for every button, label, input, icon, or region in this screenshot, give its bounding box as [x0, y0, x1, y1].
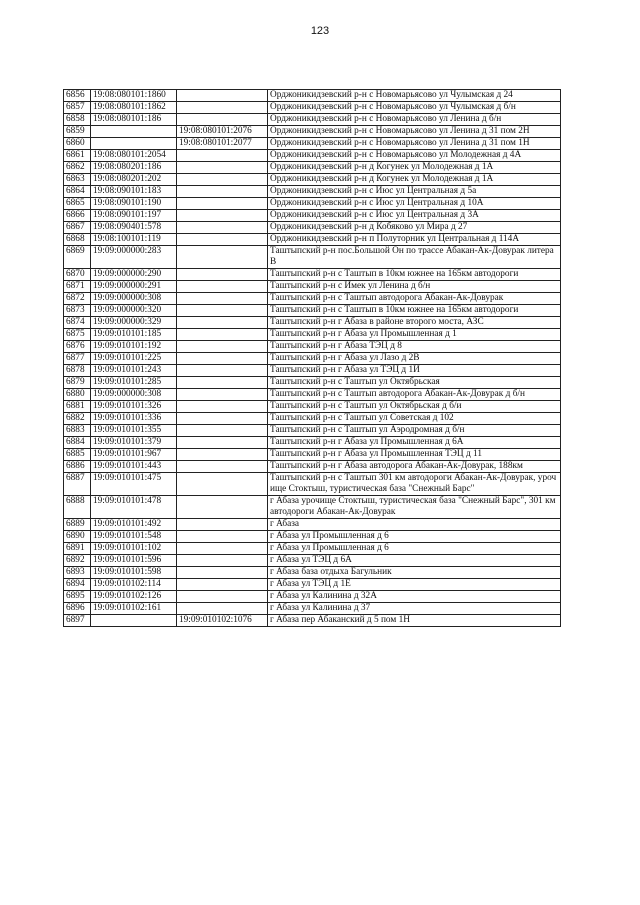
cadastral-number-cell: 19:09:010101:192: [91, 341, 177, 353]
row-number-cell: 6866: [64, 210, 91, 222]
row-number-cell: 6862: [64, 162, 91, 174]
table-row: [64, 413, 561, 425]
cadastral-number-cell: 19:09:010101:102: [91, 543, 177, 555]
cadastral-number-cell: 19:09:010101:598: [91, 567, 177, 579]
registry-body: [64, 90, 561, 627]
cadastral-number-cell: 19:09:010101:596: [91, 555, 177, 567]
row-number-cell: 6867: [64, 222, 91, 234]
address-cell: Таштыпский р-н с Таштып ул Советская д 102: [268, 413, 561, 425]
address-cell: Таштыпский р-н с Таштып в 10км южнее на 165км автодороги: [268, 269, 561, 281]
room-cadastral-number-cell: [177, 114, 268, 126]
room-cadastral-number-cell: [177, 234, 268, 246]
room-cadastral-number-cell: [177, 329, 268, 341]
room-cadastral-number-cell: [177, 186, 268, 198]
address-cell: Таштыпский р-н с Таштып в 10км южнее на 165км автодороги: [268, 305, 561, 317]
address-cell: Орджоникидзевский р-н с Новомарьясово ул Ленина д 31 пом 2Н: [268, 126, 561, 138]
cadastral-number-cell: 19:09:010101:492: [91, 519, 177, 531]
table-row: [64, 567, 561, 579]
row-number-cell: 6887: [64, 473, 91, 496]
room-cadastral-number-cell: [177, 531, 268, 543]
table-row: [64, 269, 561, 281]
cadastral-number-cell: 19:09:000000:329: [91, 317, 177, 329]
cadastral-number-cell: 19:09:010101:967: [91, 449, 177, 461]
property-registry-table: [63, 89, 561, 627]
address-cell: г Абаза ул Калинина д 37: [268, 603, 561, 615]
address-cell: Таштыпский р-н с Таштып 301 км автодороги Абакан-Ак-Довурак, урочище Стоктыш, туристическая база "Снежный Барс": [268, 473, 561, 496]
row-number-cell: 6873: [64, 305, 91, 317]
row-number-cell: 6874: [64, 317, 91, 329]
cadastral-number-cell: 19:09:000000:291: [91, 281, 177, 293]
table-row: [64, 401, 561, 413]
room-cadastral-number-cell: [177, 389, 268, 401]
room-cadastral-number-cell: [177, 90, 268, 102]
address-cell: Таштыпский р-н с Таштып ул Аэродромная д б/н: [268, 425, 561, 437]
cadastral-number-cell: 19:09:000000:283: [91, 246, 177, 269]
table-row: [64, 449, 561, 461]
table-row: [64, 473, 561, 496]
address-cell: г Абаза база отдыха Багульник: [268, 567, 561, 579]
row-number-cell: 6870: [64, 269, 91, 281]
room-cadastral-number-cell: [177, 305, 268, 317]
row-number-cell: 6859: [64, 126, 91, 138]
table-row: [64, 615, 561, 627]
row-number-cell: 6863: [64, 174, 91, 186]
address-cell: г Абаза ул Промышленная д 6: [268, 531, 561, 543]
cadastral-number-cell: 19:08:080201:186: [91, 162, 177, 174]
row-number-cell: 6885: [64, 449, 91, 461]
address-cell: Таштыпский р-н г Абаза ул Промышленная ТЭЦ д 11: [268, 449, 561, 461]
row-number-cell: 6865: [64, 198, 91, 210]
address-cell: Орджоникидзевский р-н с Июс ул Центральная д 10А: [268, 198, 561, 210]
room-cadastral-number-cell: 19:08:080101:2076: [177, 126, 268, 138]
row-number-cell: 6892: [64, 555, 91, 567]
table-row: [64, 591, 561, 603]
room-cadastral-number-cell: [177, 210, 268, 222]
cadastral-number-cell: 19:09:010101:548: [91, 531, 177, 543]
room-cadastral-number-cell: [177, 413, 268, 425]
address-cell: Орджоникидзевский р-н с Июс ул Центральная д 5а: [268, 186, 561, 198]
cadastral-number-cell: 19:09:010101:185: [91, 329, 177, 341]
address-cell: Орджоникидзевский р-н с Новомарьясово ул Молодежная д 4А: [268, 150, 561, 162]
table-row: [64, 365, 561, 377]
table-row: [64, 186, 561, 198]
address-cell: Таштыпский р-н г Абаза ул Промышленная д 1: [268, 329, 561, 341]
address-cell: Орджоникидзевский р-н д Кобяково ул Мира д 27: [268, 222, 561, 234]
cadastral-number-cell: 19:09:000000:308: [91, 389, 177, 401]
cadastral-number-cell: 19:09:010101:285: [91, 377, 177, 389]
room-cadastral-number-cell: [177, 401, 268, 413]
row-number-cell: 6878: [64, 365, 91, 377]
row-number-cell: 6856: [64, 90, 91, 102]
row-number-cell: 6896: [64, 603, 91, 615]
table-row: [64, 246, 561, 269]
table-row: [64, 341, 561, 353]
room-cadastral-number-cell: [177, 591, 268, 603]
table-row: [64, 234, 561, 246]
cadastral-number-cell: 19:09:010102:161: [91, 603, 177, 615]
row-number-cell: 6889: [64, 519, 91, 531]
row-number-cell: 6877: [64, 353, 91, 365]
room-cadastral-number-cell: [177, 317, 268, 329]
address-cell: Таштыпский р-н с Имек ул Ленина д б/н: [268, 281, 561, 293]
table-row: [64, 174, 561, 186]
room-cadastral-number-cell: [177, 222, 268, 234]
address-cell: Таштыпский р-н с Таштып ул Октябрьская д б/и: [268, 401, 561, 413]
address-cell: г Абаза ул Промышленная д 6: [268, 543, 561, 555]
address-cell: г Абаза ул ТЭЦ д 6А: [268, 555, 561, 567]
row-number-cell: 6883: [64, 425, 91, 437]
address-cell: Таштыпский р-н г Абаза в районе второго моста, АЗС: [268, 317, 561, 329]
row-number-cell: 6860: [64, 138, 91, 150]
address-cell: Орджоникидзевский р-н д Когунек ул Молодежная д 1А: [268, 162, 561, 174]
cadastral-number-cell: 19:08:090101:190: [91, 198, 177, 210]
table-row: [64, 579, 561, 591]
table-row: [64, 150, 561, 162]
cadastral-number-cell: [91, 615, 177, 627]
cadastral-number-cell: 19:09:000000:290: [91, 269, 177, 281]
cadastral-number-cell: 19:08:080101:1862: [91, 102, 177, 114]
room-cadastral-number-cell: [177, 198, 268, 210]
row-number-cell: 6897: [64, 615, 91, 627]
cadastral-number-cell: 19:09:000000:320: [91, 305, 177, 317]
row-number-cell: 6893: [64, 567, 91, 579]
row-number-cell: 6891: [64, 543, 91, 555]
room-cadastral-number-cell: [177, 150, 268, 162]
address-cell: Таштыпский р-н с Таштып ул Октябрьская: [268, 377, 561, 389]
table-row: [64, 496, 561, 519]
table-row: [64, 329, 561, 341]
address-cell: Таштыпский р-н г Абаза автодорога Абакан-Ак-Довурак, 188км: [268, 461, 561, 473]
cadastral-number-cell: 19:08:080101:186: [91, 114, 177, 126]
cadastral-number-cell: 19:08:100101:119: [91, 234, 177, 246]
cadastral-number-cell: 19:09:010101:478: [91, 496, 177, 519]
room-cadastral-number-cell: [177, 449, 268, 461]
address-cell: г Абаза: [268, 519, 561, 531]
table-row: [64, 126, 561, 138]
room-cadastral-number-cell: [177, 353, 268, 365]
table-row: [64, 519, 561, 531]
table-row: [64, 138, 561, 150]
table-row: [64, 461, 561, 473]
room-cadastral-number-cell: [177, 425, 268, 437]
row-number-cell: 6880: [64, 389, 91, 401]
cadastral-number-cell: 19:08:080101:2054: [91, 150, 177, 162]
cadastral-number-cell: 19:09:010101:336: [91, 413, 177, 425]
row-number-cell: 6876: [64, 341, 91, 353]
room-cadastral-number-cell: [177, 269, 268, 281]
row-number-cell: 6884: [64, 437, 91, 449]
table-row: [64, 281, 561, 293]
table-row: [64, 162, 561, 174]
row-number-cell: 6881: [64, 401, 91, 413]
room-cadastral-number-cell: [177, 496, 268, 519]
page-number: 123: [310, 25, 330, 37]
room-cadastral-number-cell: [177, 519, 268, 531]
room-cadastral-number-cell: [177, 437, 268, 449]
cadastral-number-cell: [91, 138, 177, 150]
cadastral-number-cell: [91, 126, 177, 138]
row-number-cell: 6895: [64, 591, 91, 603]
table-row: [64, 305, 561, 317]
table-row: [64, 425, 561, 437]
row-number-cell: 6875: [64, 329, 91, 341]
room-cadastral-number-cell: [177, 102, 268, 114]
room-cadastral-number-cell: [177, 377, 268, 389]
address-cell: Орджоникидзевский р-н с Новомарьясово ул Чулымская д б/н: [268, 102, 561, 114]
room-cadastral-number-cell: [177, 174, 268, 186]
table-row: [64, 353, 561, 365]
room-cadastral-number-cell: [177, 281, 268, 293]
address-cell: Таштыпский р-н г Абаза ТЭЦ д 8: [268, 341, 561, 353]
table-row: [64, 90, 561, 102]
room-cadastral-number-cell: [177, 543, 268, 555]
room-cadastral-number-cell: 19:08:080101:2077: [177, 138, 268, 150]
cadastral-number-cell: 19:09:010102:114: [91, 579, 177, 591]
cadastral-number-cell: 19:08:080201:202: [91, 174, 177, 186]
address-cell: Орджоникидзевский р-н с Июс ул Центральная д 3А: [268, 210, 561, 222]
row-number-cell: 6857: [64, 102, 91, 114]
table-row: [64, 531, 561, 543]
address-cell: Орджоникидзевский р-н с Новомарьясово ул Ленина д 31 пом 1Н: [268, 138, 561, 150]
room-cadastral-number-cell: [177, 162, 268, 174]
address-cell: г Абаза ул Калинина д 32А: [268, 591, 561, 603]
cadastral-number-cell: 19:09:010101:443: [91, 461, 177, 473]
row-number-cell: 6868: [64, 234, 91, 246]
table-row: [64, 389, 561, 401]
address-cell: Орджоникидзевский р-н с Новомарьясово ул Ленина д б/н: [268, 114, 561, 126]
row-number-cell: 6869: [64, 246, 91, 269]
row-number-cell: 6886: [64, 461, 91, 473]
cadastral-number-cell: 19:09:010101:355: [91, 425, 177, 437]
address-cell: г Абаза пер Абаканский д 5 пом 1Н: [268, 615, 561, 627]
room-cadastral-number-cell: [177, 461, 268, 473]
room-cadastral-number-cell: [177, 365, 268, 377]
cadastral-number-cell: 19:09:010101:379: [91, 437, 177, 449]
room-cadastral-number-cell: [177, 473, 268, 496]
table-row: [64, 293, 561, 305]
table-row: [64, 555, 561, 567]
table-row: [64, 543, 561, 555]
table-row: [64, 114, 561, 126]
row-number-cell: 6871: [64, 281, 91, 293]
row-number-cell: 6894: [64, 579, 91, 591]
row-number-cell: 6864: [64, 186, 91, 198]
room-cadastral-number-cell: [177, 246, 268, 269]
table-row: [64, 603, 561, 615]
row-number-cell: 6888: [64, 496, 91, 519]
room-cadastral-number-cell: [177, 555, 268, 567]
cadastral-number-cell: 19:08:090101:183: [91, 186, 177, 198]
address-cell: Таштыпский р-н г Абаза ул ТЭЦ д 1И: [268, 365, 561, 377]
address-cell: Таштыпский р-н с Таштып автодорога Абакан-Ак-Довурак: [268, 293, 561, 305]
row-number-cell: 6882: [64, 413, 91, 425]
address-cell: г Абаза ул ТЭЦ д 1Е: [268, 579, 561, 591]
room-cadastral-number-cell: [177, 293, 268, 305]
row-number-cell: 6858: [64, 114, 91, 126]
room-cadastral-number-cell: 19:09:010102:1076: [177, 615, 268, 627]
cadastral-number-cell: 19:09:010101:326: [91, 401, 177, 413]
cadastral-number-cell: 19:09:000000:308: [91, 293, 177, 305]
row-number-cell: 6861: [64, 150, 91, 162]
address-cell: Таштыпский р-н г Абаза ул Промышленная д 6А: [268, 437, 561, 449]
address-cell: Орджоникидзевский р-н с Новомарьясово ул Чулымская д 24: [268, 90, 561, 102]
cadastral-number-cell: 19:09:010101:225: [91, 353, 177, 365]
cadastral-number-cell: 19:08:090401:578: [91, 222, 177, 234]
address-cell: Таштыпский р-н с Таштып автодорога Абакан-Ак-Довурак д б/н: [268, 389, 561, 401]
room-cadastral-number-cell: [177, 567, 268, 579]
address-cell: Орджоникидзевский р-н п Полуторник ул Центральная д 114А: [268, 234, 561, 246]
cadastral-number-cell: 19:09:010101:475: [91, 473, 177, 496]
table-row: [64, 377, 561, 389]
room-cadastral-number-cell: [177, 603, 268, 615]
row-number-cell: 6890: [64, 531, 91, 543]
cadastral-number-cell: 19:08:080101:1860: [91, 90, 177, 102]
cadastral-number-cell: 19:09:010102:126: [91, 591, 177, 603]
row-number-cell: 6872: [64, 293, 91, 305]
table-row: [64, 222, 561, 234]
cadastral-number-cell: 19:09:010101:243: [91, 365, 177, 377]
address-cell: Таштыпский р-н г Абаза ул Лазо д 2В: [268, 353, 561, 365]
address-cell: Орджоникидзевский р-н д Когунек ул Молодежная д 1А: [268, 174, 561, 186]
cadastral-number-cell: 19:08:090101:197: [91, 210, 177, 222]
table-row: [64, 102, 561, 114]
table-row: [64, 210, 561, 222]
room-cadastral-number-cell: [177, 579, 268, 591]
address-cell: Таштыпский р-н пос.Большой Он по трассе Абакан-Ак-Довурак литера В: [268, 246, 561, 269]
table-row: [64, 198, 561, 210]
table-row: [64, 317, 561, 329]
address-cell: г Абаза урочище Стоктыш, туристическая база "Снежный Барс", 301 км автодороги Абакан-Ак-Довурак: [268, 496, 561, 519]
room-cadastral-number-cell: [177, 341, 268, 353]
table-row: [64, 437, 561, 449]
row-number-cell: 6879: [64, 377, 91, 389]
